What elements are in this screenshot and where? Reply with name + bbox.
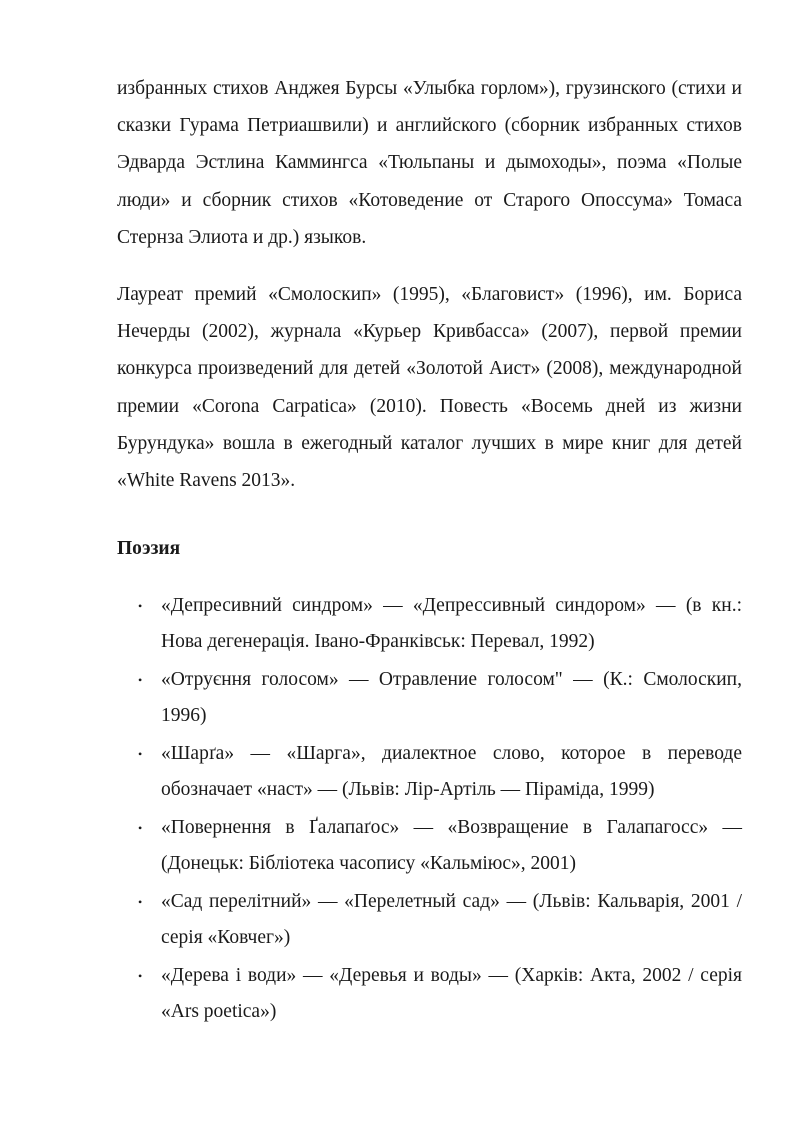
poetry-list bbox=[117, 588, 742, 1030]
list-item-text: «Сад перелітний» — «Перелетный сад» — (Львів: Кальварія, 2001 / серія «Ковчег») bbox=[161, 891, 742, 949]
list-item bbox=[117, 958, 742, 1030]
list-item bbox=[117, 588, 742, 660]
list-item-text: «Дерева і води» — «Деревья и воды» — (Харків: Акта, 2002 / серія «Ars poetica») bbox=[161, 965, 742, 1023]
bullet-icon: • bbox=[138, 821, 143, 836]
bullet-icon: • bbox=[138, 895, 143, 910]
list-item-text: «Шарґа» — «Шарга», диалектное слово, которое в переводе обозначает «наст» — (Львів: Лір-Артіль — Піраміда, 1999) bbox=[161, 743, 742, 801]
body-paragraph: избранных стихов Анджея Бурсы «Улыбка горлом»), грузинского (стихи и сказки Гурама Петриашвили) и английского (сборник избранных стихов Эдварда Эстлина Каммингса «Тюльпаны и дымоходы», поэма «Полые люди» и сборник стихов «Котоведение от Старого Опоссума» Томаса Стернза Элиота и др.) языков. bbox=[117, 78, 742, 248]
body-paragraph: Лауреат премий «Смолоскип» (1995), «Благовист» (1996), им. Бориса Нечерды (2002), журнала «Курьер Кривбасса» (2007), первой премии конкурса произведений для детей «Золотой Аист» (2008), международной премии «Corona Carpatica» (2010). Повесть «Восемь дней из жизни Бурундука» вошла в ежегодный каталог лучших в мире книг для детей «White Ravens 2013». bbox=[117, 284, 742, 492]
list-item bbox=[117, 662, 742, 734]
bullet-icon: • bbox=[138, 673, 143, 688]
list-item bbox=[117, 810, 742, 882]
section-heading: Поэзия bbox=[117, 538, 181, 560]
bullet-icon: • bbox=[138, 969, 143, 984]
document-page bbox=[117, 70, 742, 1032]
list-item-text: «Отруєння голосом» — Отравление голосом" — (К.: Смолоскип, 1996) bbox=[161, 669, 742, 727]
list-item bbox=[117, 736, 742, 808]
list-item-text: «Депресивний синдром» — «Депрессивный синдором» — (в кн.: Нова дегенерація. Івано-Франківськ: Перевал, 1992) bbox=[161, 595, 742, 653]
list-item bbox=[117, 884, 742, 956]
bullet-icon: • bbox=[138, 599, 143, 614]
list-item-text: «Повернення в Ґалапаґос» — «Возвращение в Галапагосс» — (Донецьк: Бібліотека часопису «Кальміюс», 2001) bbox=[161, 817, 742, 875]
bullet-icon: • bbox=[138, 747, 143, 762]
